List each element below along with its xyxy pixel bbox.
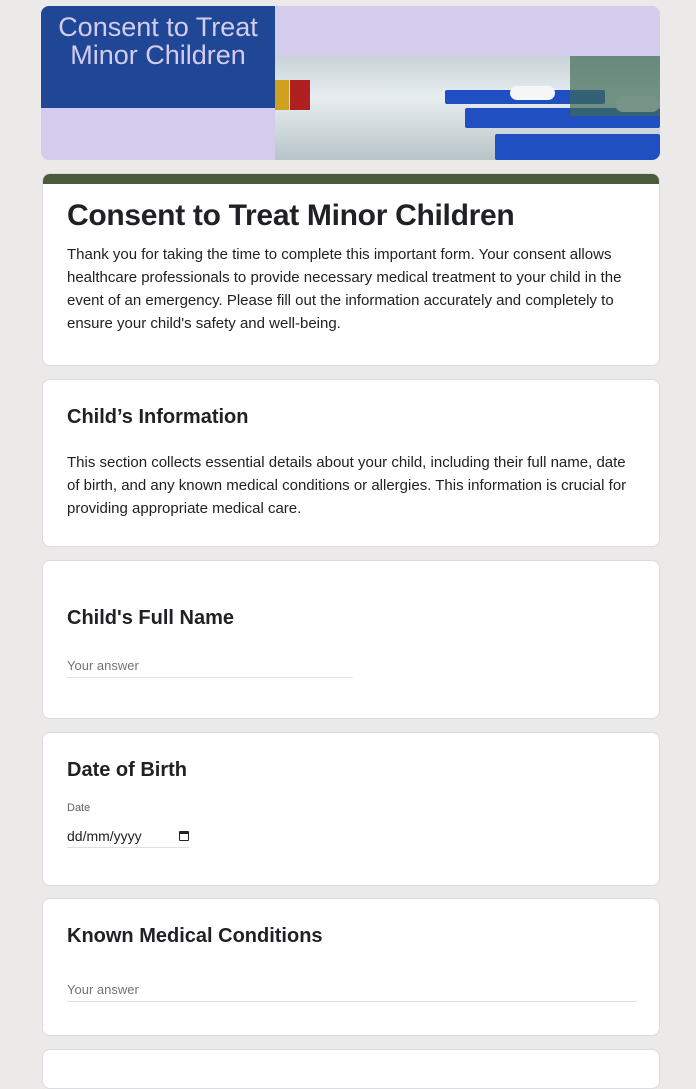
date-of-birth-input[interactable]	[67, 828, 189, 848]
question-medical-conditions	[42, 898, 660, 1036]
form-title-card	[42, 173, 660, 366]
medical-conditions-input[interactable]: Your answer	[67, 982, 637, 1002]
question-label: Date of Birth	[67, 759, 187, 781]
question-label: Known Medical Conditions	[67, 925, 323, 947]
question-date-of-birth	[42, 732, 660, 886]
banner-title: Consent to Treat Minor Children	[41, 6, 275, 108]
question-label: Child's Full Name	[67, 607, 235, 629]
section-title: Child’s Information	[67, 406, 249, 428]
hospital-ward-image	[275, 56, 660, 160]
date-placeholder: dd/mm/yyyy	[67, 828, 142, 844]
next-question-card	[42, 1049, 660, 1089]
question-child-name	[42, 560, 660, 719]
section-header-card	[42, 379, 660, 547]
form-title: Consent to Treat Minor Children	[67, 199, 515, 232]
form-description: Thank you for taking the time to complete this important form. Your consent allows healthcare professionals to provide necessary medical treatment to your child in the event of an emergency. Please fill out the information accurately and completely to ensure your child's safety and well-being.	[67, 246, 622, 332]
section-description: This section collects essential details about your child, including their full name, date of birth, and any known medical conditions or allergies. This information is crucial for providing appropriate medical care.	[67, 454, 627, 517]
child-name-input[interactable]: Your answer	[67, 658, 353, 678]
calendar-icon[interactable]	[179, 831, 189, 841]
accent-bar	[43, 174, 659, 184]
header-banner	[41, 6, 660, 160]
date-sublabel: Date	[67, 802, 91, 814]
